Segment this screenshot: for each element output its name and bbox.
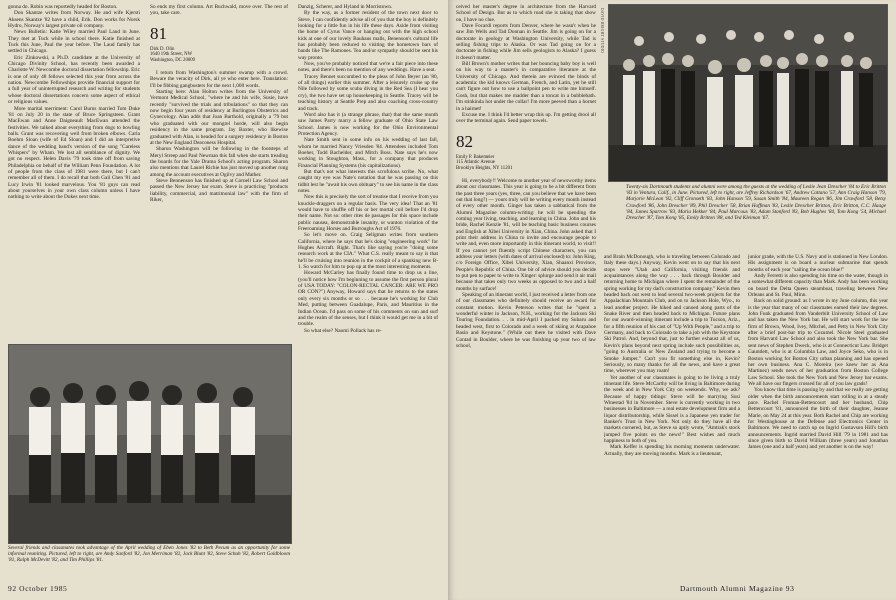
- right-page: [448, 0, 896, 600]
- class-note-paragraph: Back on solid ground: as I wrote in my June column, this year is the year that many of our classmates earned their law degrees. John Funk graduated from Vanderbilt University School of Law and has taken the New York bar. He will start work for the law firm of Brown, Wood, Ivey, Mitchel, and Petty in New York City after a brief post-bar trip to Cozumel. Nicole Steel graduated from Harvard Law School and also took the New York bar. She sent news of Stephen Dweck, who is at Connecticut Law. Bridget Gauntlett, who is at Columbia Law, and Joyce Seko, who is in Boston working for Boston City urban planning and has opened her own business. Ana C. Moreira (we knew her as Ana Martinez) sends news of her graduation from Boston College Law School. She took the New York and New Jersey bar exams. We all have our fingers crossed for all of you law grads!: [748, 298, 888, 387]
- class-note-paragraph: Yet another of our classmates is going to be living a truly itinerant life. Steve McCarthy will be living in Baltimore during the week and in New York City on weekends. Why, we ask? Because of happy tidings: Steve will be marrying Susi Winestad '84 in November. Steve is currently working in two businesses in Baltimore — a real estate development firm and a liquor distributorship, while Sissel is a Japanese yen trader for Banker's Trust in New York. Not only do they have all the markets cornered, but, as Steve so aptly wrote, "Amtrak's stock jumped five points on the news!" Best wishes and much happiness to both of you.: [604, 374, 740, 444]
- class-note-paragraph: Speaking of an itinerant world, I just received a letter from one of our classmates who definitely should receive an award for constant motion. Kevin Peterson writes that he "spent a wonderful winter in Jackson, N.H., working for the Jackson Ski Touring Foundation. . . in mid-April I packed my Subaru and headed west, first to Colorado and a week of skiing at Arapahoe Basin and Keystone." (While out there he visited with Dave Contad in Boulder, where he was finishing up year two of law school,: [456, 292, 596, 349]
- class-note-paragraph: Howard McCarley has finally found time to drop us a line, (you'll notice how I'm beginning to assume the first person plural of USA TODAY: "COLON-RECTAL CANCER: ARE WE PRO OR CON?") Anyway, Howard says that he returns to the states only every six months or so . . . because he's working for Club Med, putting between Guadalupe, Paris, and Mauritius in the Indian Ocean. I'd pass on some of his comments on sun and surf and the realm of the senses, but I think it would get me in a bit of trouble.: [298, 270, 438, 328]
- class-note-paragraph: Word also has it (a strange phrase, that) that the same month saw James Parry marry a fellow graduate of Ohio State Law School. James is now working for the Ohio Environmental Protection Agency.: [298, 111, 438, 137]
- class-note-paragraph: Now, you've probably noticed that we're a fair piece into these notes, and there's been no mention of any weddings. Have a seat.: [298, 61, 438, 74]
- class-note-paragraph: More marital merriment: Carol Burns married Tom Duke '81 on July 20 in the state of Bruce Springsteen. Grant MacEwan and Anne Daigneault MacEwan attended the festivities. We talked about everything from dogs to bowling balls. Grant was recovering well from broken elbows. Carla Boehm Sloan (wife of Ed Sloan) and I did an interpretive dance of the wedding band's version of the song "Careless Whispers" by Wham. We lost all semblance of dignity. We got no respect. Helen Davis '79 took time off from saving Philadelphia on behalf of the William Penn Foundation. A lot of people from the class of 1981 were there, but I can't remember all of them. I do recall that both Gail Chen '81 and Lucy Irwin '81 looked marvelous. You '81 guys can read about yourselves in your own class column unless I have nothing to write about the Dukes next time.: [8, 105, 140, 201]
- left-column-3: [298, 4, 438, 582]
- class-note-paragraph: Don Skantze writes from Norway. He and wife Kjersti Aksens Skantze '82 have a child, Erik. Don works for Norsk Hydro, Norway's largest private oil company.: [8, 10, 140, 30]
- address-line: Washington, DC 20009: [150, 58, 196, 64]
- left-photo-caption: Several friends and classmates took advantage of the April wedding of Eben Jones '82 to Beth Pecum as an opportunity for some informal reuniting. Pictured, left to right, are Andy Sanford '82, Jon Merriman '82, Jack Blunt '82, Steve Schuh '82, Robert Goldbloom '81, Ralph McDevitt '82, and Tim Phillips '81.: [8, 545, 290, 564]
- class-note-paragraph: Steve Bennenson has finished up at Cornell Law School and passed the New Jersey bar exam. Steve is practicing "products liability, commercial, and matrimonial law" with the firm of Riker,: [150, 177, 288, 203]
- class-note-paragraph: You know that time is passing by and that we really are getting older when the birth announcements start rolling in at a steady pace. Rachel Froman-Bettencourt and her husband, Chip Bettencourt '81, announced the birth of their daughter, Jeanne Marie, on May 24 at this year. Both Rachel and Chip are working for Westinghouse at the Defense and Electronics Center in Baltimore. We need to catch up on Ingrid Gustavson Hill's birth announcements. Ingrid married David Hill '79 in 1981 and has since given birth to David William (three years) and Jonathan James (one and a half years) and yet another is on the way!: [748, 387, 888, 451]
- left-column-1: [8, 4, 140, 340]
- left-page-footer: 92 October 1985: [8, 584, 68, 593]
- photo-credit: DAVID BRIGHT STUDIO: [600, 8, 604, 54]
- class-note-paragraph: Nate Smith sent in some info on his wedding of last fall, whom he married Nancy Vriesden '84. Attendees included Tom Boeher, Todd Bachelder, and Mitch Boss. Nate says he's now working in Stoughton, Mass., for a company that produces Financial Planning Systems (his capitalizations).: [298, 137, 438, 169]
- class-note-paragraph: Now this is precisely the sort of treatise that I receive from you knuckle-draggers on a regular basis. The very idea! That an '81 would have to shuffle off his or her mortal coil before I'd drop their name. Not so: other rites de passages for this space include public nausea, demonstrable insanity, or wanton violation of the Freeroaming Horses and Burroughs Act of 1976.: [298, 194, 438, 233]
- class-note-paragraph: So what else? Naomi Pollack has re-: [304, 327, 382, 334]
- group-photo-image: [9, 345, 291, 543]
- right-column-2: [604, 254, 740, 582]
- class-note-paragraph: gonna do. Robin was reportedly headed for Boston.: [8, 4, 118, 10]
- address-line: Dirk D. Olin: [150, 46, 175, 52]
- class-secretary-address: [456, 155, 596, 172]
- class-note-paragraph: Mark Keffer is spending his morning moments underwater. Actually, they are moving months. Mark is a lieutenant,: [604, 444, 740, 457]
- class-note-paragraph: Sharon Washington will be following in the footsteps of Meryl Streep and Paul Newman this fall when she starts treading the boards for the Yale Drama School's acting program. Sharon also mentions that Laurel Richie has just moved up another rung among the account executives at Ogilvy and Mather.: [150, 146, 288, 178]
- class-note-paragraph: Excuse me. I think I'd better wrap this up. I'm getting drool all over the terminal again. Send paper towels.: [456, 111, 596, 125]
- class-note-paragraph: Bill Brown's mother writes that her bouncing baby boy is well on his way to a master's in comparative literature at the University of Chicago. And therein are evinced the binds of academia: the kid knows German, French, and Latin, yet he still can't figure out how to use a ballpoint pen to write me himself. Gosh, but that makes me madder than a toncat in a bubblebath. I'm stinkinda hot under the collar! I'm more peeved than a hornet in a hairnet!: [456, 61, 596, 112]
- class-note-paragraph: So ends my first column. Art Buchwald, move over. The rest of you, take care.: [150, 4, 288, 17]
- class-note-paragraph: junior grade, with the U.S. Navy and is stationed in New London. His assignment is on board a nuclear submarine that spends months of each year "sailing the ocean blue!": [748, 254, 888, 273]
- class-note-paragraph: Hi, everybody!! Welcome to another year of newsworthy items about our classmates. This year is going to be a bit different from the past three years (yes, three, can you believe that we have been out that long?) — yours truly will be writing every month instead of every other month. Ginger has taken a sabbatical from the Alumni Magazine column-writing: he will be spending the coming year living, teaching, and learning in China. John and his bride, Rachel Kenzie '81, will be teaching basic business courses and English at Xibei University in Xian, China. John asked that I print their address in China to invite and encourage people to write and, even more importantly in this itinerant world, to visit!! If you cannot yet fluently script Chinese characters, you can address your letters (with dates of arrival enclosed) to: John King, c/o Foreign Office, Xibei University, Xian, Shaanxi Province, People's Republic of China. One bit of advice should you decide to put pen to paper to write to Xinger: splurge and send it air mail because that takes only two weeks as opposed to two and a half months by surface!: [456, 177, 596, 292]
- class-note-paragraph: Danzig, Scherer, and Hyland in Morristown.: [298, 4, 393, 10]
- left-column-2: [150, 4, 288, 340]
- class-note-paragraph: Eric Zinkowski, a Ph.D. candidate at the University of Chicago Divinity School, has recently been awarded a Charlotte W. Newcombe doctoral dissertation fellowship. Eric is one of only 48 fellows selected this year from across the nation. Newcombe Fellowships provide financial support for a full year of uninterrupted research and writing for students whose doctoral dissertations concern some aspect of ethical or religious values.: [8, 54, 140, 106]
- class-note-paragraph: So let's move on. Craig Seligman writes from southern California, where he says that he's doing "engineering work" for Hughes Aircraft. Right. That's like saying you're "doing some research work at the CIA." What C.S. really meant to say is that he'll be cruising into reunion in the cockpit of a spanking new B-1. So watch for him to pop up at the most interesting moments.: [298, 232, 438, 271]
- class-note-paragraph: Tracey Bennet succumbed to the pleas of John Beyer (an '80, of all things) earlier this summer. After a leisurely cruise up the Nile followed by some scuba diving in the Red Sea (I hear you cry), the two have set up housekeeping in Seattle. Tracey will be teaching history at Seattle Prep and also coaching cross-country and track.: [298, 73, 438, 112]
- class-note-paragraph: News Bulletin: Katie Wiley married Paul Laud in June. They met at Tuck while in school there. Katie finished at Tuck this June, Paul the year before. The Laud family has settled in Chicago.: [8, 29, 140, 55]
- right-photo-caption: Twenty-six Dartmouth students and alumni were among the guests at the wedding of Leslie Jean Drescher '84 to Eric Britton '83 in Ventura, Calif., in June. Pictured, left to right, are Jeffrey Richardson '67, Andrew Cattano '57, Ann Craig Hanson '79, Marjorie McLean '82, Cliff Gronseth '83, John Hanson '59, Susan Smith '84, Maureen Regan '86, Jim Crawford '58, Betsy Crawford '86, John Drescher '89, Phil Drescher '58, Brian Hoffman '83, Leslie Drescher Britton, Eric Britton, C.C. Haage '84, James Sparrow '83, Maria Hekker '84, Paul Marcoux '83, Adam Stanford '83, Bob Hughes '84, Tom Kong '54, Michael Drescher '87, Tom Kong '85, Emily Britton '88, and Ted Kleiman '67.: [626, 184, 886, 222]
- address-line: Brooklyn Heights, NY 11201: [456, 166, 513, 172]
- class-note-paragraph: Starting here: Alan Holton writes from the University of Vermont Medical School, "where he and his wife, Susie, have recently "survived the trials and tribulations" so that they can now begin four years of residency at Burlington Obstetrics and Gynecology. Alan adds that Joan Barthold, originally a '79 but who graduated with our mongrel horde, will also begin residency in the same program. Jay Baxter, who likewise graduated with Alan, is headed for a surgery residency in Boston at the New England Deaconess Hospital.: [150, 89, 288, 146]
- class-note-paragraph: I return from Washington's summer swamp with a crowd. Beware the veracity of Dirk, all ye who enter here. Translation: I'll be fibbing gangbusters for the next 1,000 words.: [150, 70, 288, 89]
- class-year-heading: 82: [456, 131, 473, 151]
- class-year-heading: 81: [150, 23, 167, 43]
- class-note-paragraph: ceived her master's degree in architecture from the Harvard School of Design. But as to which road she is taking that show on, I have no clue.: [456, 4, 596, 23]
- class-note-paragraph: By the way, as a former resident of the town next door to Steve, I can confidently advise all of you that the boy is definitely looking for a little fun in his life these days. Aside from visiting the home of Cyrus Vance or hanging out with the high school kids at one of our lovely Bauhaus malls, Benenson's cultural life has probably been reduced to visiting the hometown bars of bands like The Ramones. Tea and/or sympathy should be sent his way pronto.: [298, 10, 438, 61]
- class-note-paragraph: and Brain McDonough, who is traveling between Colorado and Italy these days.) Anyway, Kevin went on to say that his next stops were "Utah and California, visiting friends and acquaintances along the way . . . back through Boulder and returning home to Michigan where I spent the remainder of the spring working for my dad's construction company." Kevin then headed back out west to lead several two-week projects for the Appalachian Mountain Club, and on to Jackson Hole, Wyo., to lead another project. He hiked and canoed along parts of the Snake River and then headed back to Michigan. Future plans for our award-winning itinerant include a trip to Tucson, Ariz., for a fifth reunion of his cast of "Up With People," and a trip to Germany, and back to Colorado to take a job with the Keystone Ski Patrol. And, beyond that, just to further exhaust all of us, Kevin's plans beyond next spring include such possibilities as, "going to Australia or New Zealand and trying to become a Smoke Jumper." Can't you fit something else in, Kevin? Seriously, so many thanks for all the news, and have a great time, wherever you may roam!: [604, 254, 740, 375]
- right-page-footer: Dartmouth Alumni Magazine 93: [680, 584, 795, 593]
- class-note-paragraph: Andy Ferretti is also spending his time on the water, though in a somewhat different capacity than Mark. Andy has been working on board the Delta Queen steamboat, traveling between New Orleans and St. Paul, Minn.: [748, 273, 888, 299]
- right-column-1: [456, 4, 596, 582]
- address-line: 115 Atlantic Avenue: [456, 160, 495, 166]
- class-secretary-address: [150, 47, 288, 64]
- wedding-photo-image: [609, 5, 887, 181]
- class-note-paragraph: Dave Focardi reports from Denver, where he wasn't when he saw Jim Wells and Tad Donnan in Seattle. Jim is going on for a doctorate in geology at Washington University, while Tad is selling fishing trips to Alaska. Or was Tad going on for a doctorate in fishing while Jim sells geologists to Alaska? I guess it doesn't matter.: [456, 23, 596, 61]
- wedding-group-photo-right: [608, 4, 888, 182]
- right-column-3: [748, 254, 888, 582]
- address-line: Emily P. Bakemeier: [456, 154, 495, 160]
- address-line: 1640 19th Street, NW: [150, 52, 193, 58]
- wedding-group-photo-left: [8, 344, 292, 544]
- class-note-paragraph: But that's not what interests this scrofulous scribe. No, what caught my eye was Nate's notation that he was passing on this tidbit lest he "await his own obituary" to see his name in the class notes.: [298, 168, 438, 194]
